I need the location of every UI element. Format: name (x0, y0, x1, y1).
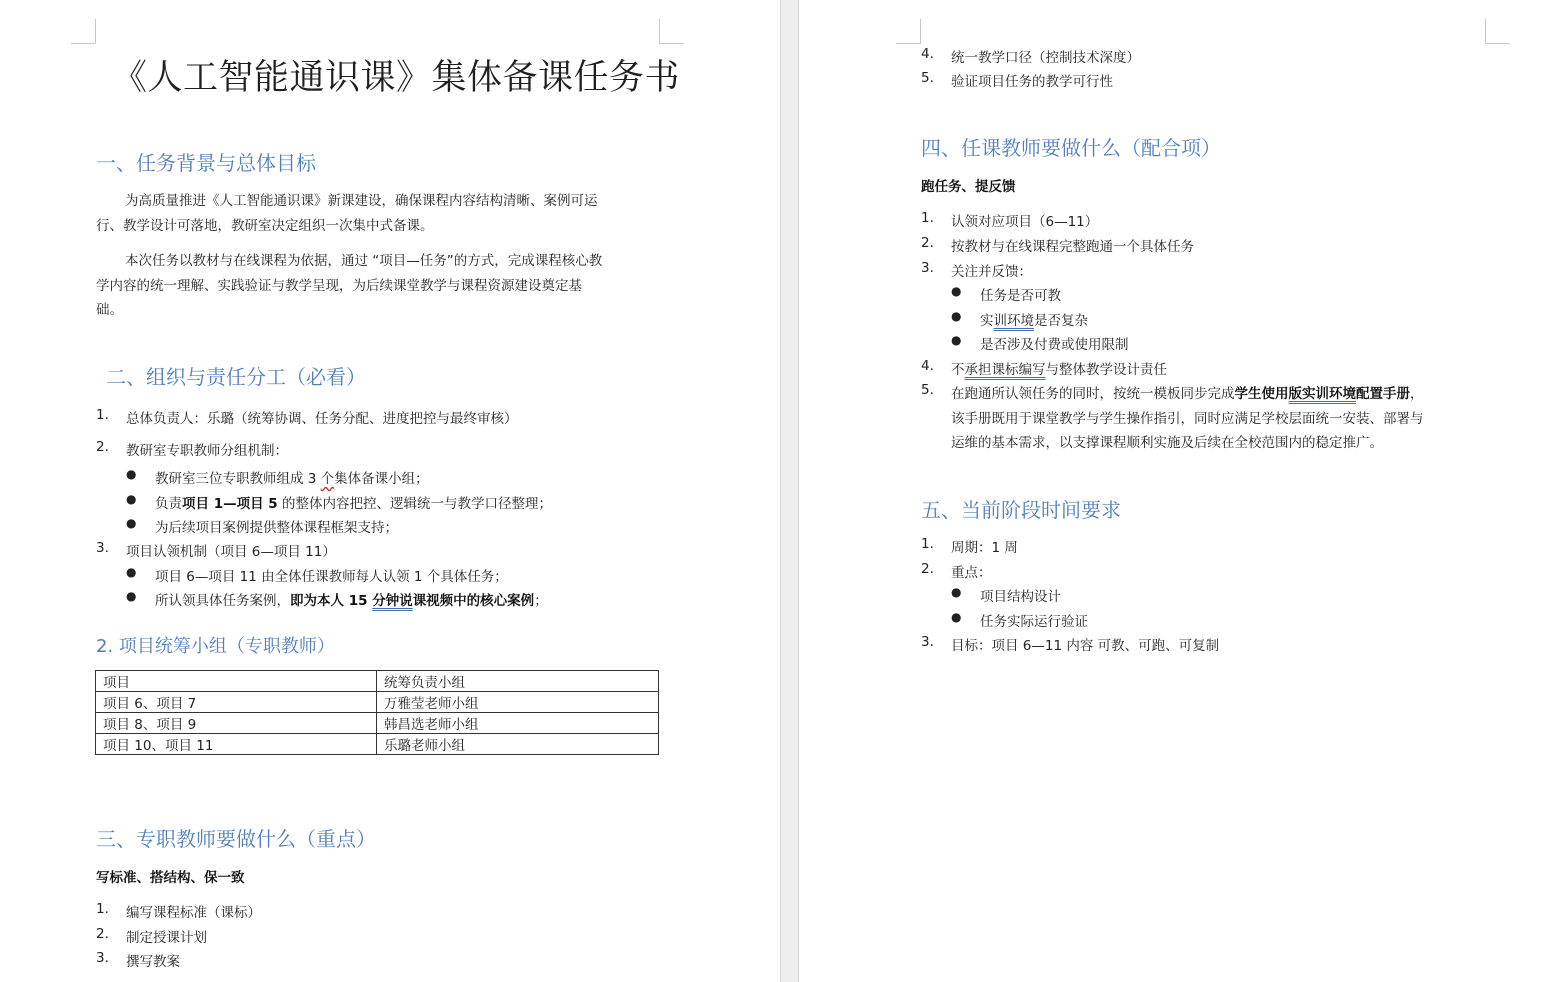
bullet-icon: ● (951, 333, 962, 347)
list-item[interactable] (96, 439, 656, 457)
bullet-text: 为后续项目案例提供整体课程框架支持； (155, 520, 398, 536)
document-page-2 (799, 0, 1547, 982)
list-text: 编写课程标准（课标） (126, 905, 261, 921)
document-title[interactable]: 《人工智能通识课》集体备课任务书 (112, 58, 681, 98)
bullet-text: 所认领具体任务案例，即为本人 15 分钟说课视频中的核心案例； (155, 593, 548, 609)
table-row (96, 713, 659, 734)
list-item[interactable] (96, 901, 656, 919)
list-number: 5. (921, 382, 934, 398)
bullet-text: 项目结构设计 (980, 589, 1061, 605)
table-row (96, 734, 659, 755)
table-header-cell[interactable]: 统筹负责小组 (377, 671, 659, 692)
list-item[interactable] (921, 70, 1501, 88)
bullet-text: 是否涉及付费或使用限制 (980, 337, 1129, 353)
list-number: 4. (921, 358, 934, 374)
section-5-heading[interactable]: 五、当前阶段时间要求 (921, 498, 1121, 522)
list-number: 2. (96, 926, 109, 942)
list-item[interactable] (921, 235, 1501, 253)
list-number: 1. (96, 901, 109, 917)
bullet-item[interactable] (951, 284, 1501, 302)
page-corner-mark (1485, 19, 1510, 44)
bullet-icon: ● (126, 565, 137, 579)
list-text: 周期：1 周 (951, 540, 1018, 556)
table-header-cell[interactable]: 项目 (96, 671, 377, 692)
list-text: 教研室专职教师分组机制： (126, 443, 288, 459)
list-text: 撰写教案 (126, 954, 180, 970)
subsection-heading[interactable]: 2. 项目统筹小组（专职教师） (96, 636, 335, 657)
bullet-item[interactable] (951, 585, 1501, 603)
section-4-subtitle[interactable]: 跑任务、提反馈 (921, 179, 1016, 195)
list-number: 3. (96, 540, 109, 556)
list-text: 关注并反馈： (951, 264, 1032, 280)
list-text-continuation[interactable]: 该手册既用于课堂教学与学生操作指引，同时应满足学校层面统一安装、部署与 (951, 411, 1424, 427)
page-corner-mark (659, 19, 684, 44)
list-text: 认领对应项目（6—11） (951, 214, 1099, 230)
list-text: 目标：项目 6—11 内容 可教、可跑、可复制 (951, 638, 1220, 654)
list-number: 3. (921, 260, 934, 276)
project-table (95, 670, 659, 755)
bullet-item[interactable] (126, 492, 656, 510)
spellcheck-mark: 个 (320, 471, 335, 487)
bullet-text: 任务实际运行验证 (980, 614, 1088, 630)
list-item[interactable] (96, 540, 656, 558)
table-cell[interactable]: 项目 10、项目 11 (96, 734, 377, 755)
bullet-icon: ● (951, 585, 962, 599)
bullet-icon: ● (126, 467, 137, 481)
bullet-icon: ● (126, 492, 137, 506)
bullet-icon: ● (126, 516, 137, 530)
list-number: 2. (921, 235, 934, 251)
bullet-icon: ● (126, 589, 137, 603)
list-number: 1. (96, 407, 109, 423)
table-row (96, 692, 659, 713)
list-text-continuation[interactable]: 运维的基本需求，以支撑课程顺利实施及后续在全校范围内的稳定推广。 (951, 435, 1383, 451)
list-item[interactable] (921, 382, 1501, 400)
section-3-subtitle[interactable]: 写标准、搭结构、保一致 (96, 870, 245, 886)
bullet-icon: ● (951, 309, 962, 323)
list-item[interactable] (96, 950, 656, 968)
bullet-item[interactable] (126, 565, 656, 583)
paragraph-line[interactable]: 础。 (96, 302, 123, 318)
table-cell[interactable]: 项目 6、项目 7 (96, 692, 377, 713)
section-2-heading[interactable]: 二、组织与责任分工（必看） (106, 365, 366, 389)
list-number: 1. (921, 536, 934, 552)
paragraph-line[interactable]: 学内容的统一理解、实践验证与教学呈现，为后续课堂教学与课程资源建设奠定基 (96, 278, 582, 294)
paragraph-line[interactable]: 为高质量推进《人工智能通识课》新课建设，确保课程内容结构清晰、案例可运 (125, 193, 598, 209)
list-item[interactable] (921, 358, 1501, 376)
list-text: 重点： (951, 565, 992, 581)
paragraph-line[interactable]: 行、教学设计可落地，教研室决定组织一次集中式备课。 (96, 218, 434, 234)
bullet-item[interactable] (951, 333, 1501, 351)
list-item[interactable] (921, 210, 1501, 228)
list-number: 2. (96, 439, 109, 455)
list-item[interactable] (921, 634, 1501, 652)
bullet-text: 实训环境是否复杂 (980, 313, 1088, 329)
list-item[interactable] (921, 536, 1501, 554)
bullet-item[interactable] (951, 610, 1501, 628)
list-item[interactable] (921, 561, 1501, 579)
bullet-item[interactable] (126, 589, 656, 607)
bullet-text: 项目 6—项目 11 由全体任课教师每人认领 1 个具体任务； (155, 569, 508, 585)
page-corner-mark (71, 19, 96, 44)
list-number: 2. (921, 561, 934, 577)
section-4-heading[interactable]: 四、任课教师要做什么（配合项） (921, 136, 1221, 160)
table-header-row (96, 671, 659, 692)
bullet-text: 教研室三位专职教师组成 3 个集体备课小组； (155, 471, 429, 487)
list-text: 统一教学口径（控制技术深度） (951, 50, 1140, 66)
list-text: 项目认领机制（项目 6—项目 11） (126, 544, 336, 560)
list-text: 按教材与在线课程完整跑通一个具体任务 (951, 239, 1194, 255)
table-cell[interactable]: 万雅莹老师小组 (377, 692, 659, 713)
list-item[interactable] (96, 926, 656, 944)
page-corner-mark (896, 19, 921, 44)
bullet-icon: ● (951, 610, 962, 624)
section-1-heading[interactable]: 一、任务背景与总体目标 (96, 151, 316, 175)
table-cell[interactable]: 乐璐老师小组 (377, 734, 659, 755)
list-text: 验证项目任务的教学可行性 (951, 74, 1113, 90)
bullet-icon: ● (951, 284, 962, 298)
section-3-heading[interactable]: 三、专职教师要做什么（重点） (96, 827, 376, 851)
bullet-item[interactable] (126, 467, 656, 485)
paragraph-line[interactable]: 本次任务以教材与在线课程为依据，通过 “项目—任务”的方式，完成课程核心教 (125, 253, 603, 269)
table-cell[interactable]: 项目 8、项目 9 (96, 713, 377, 734)
list-item[interactable] (921, 46, 1501, 64)
list-text: 总体负责人：乐璐（统筹协调、任务分配、进度把控与最终审核） (126, 411, 518, 427)
table-cell[interactable]: 韩昌选老师小组 (377, 713, 659, 734)
bullet-text: 任务是否可教 (980, 288, 1061, 304)
list-number: 5. (921, 70, 934, 86)
bullet-text: 负责项目 1—项目 5 的整体内容把控、逻辑统一与教学口径整理； (155, 496, 552, 512)
bullet-item[interactable] (126, 516, 656, 534)
list-text: 在跑通所认领任务的同时，按统一模板同步完成学生使用版实训环境配置手册， (951, 386, 1424, 402)
list-number: 1. (921, 210, 934, 226)
list-number: 3. (96, 950, 109, 966)
list-text: 制定授课计划 (126, 930, 207, 946)
page-gutter (780, 0, 799, 982)
list-text: 不承担课标编写与整体教学设计责任 (951, 362, 1167, 378)
list-number: 4. (921, 46, 934, 62)
list-number: 3. (921, 634, 934, 650)
list-item[interactable] (96, 407, 656, 425)
list-item[interactable] (921, 260, 1501, 278)
bullet-item[interactable] (951, 309, 1501, 327)
